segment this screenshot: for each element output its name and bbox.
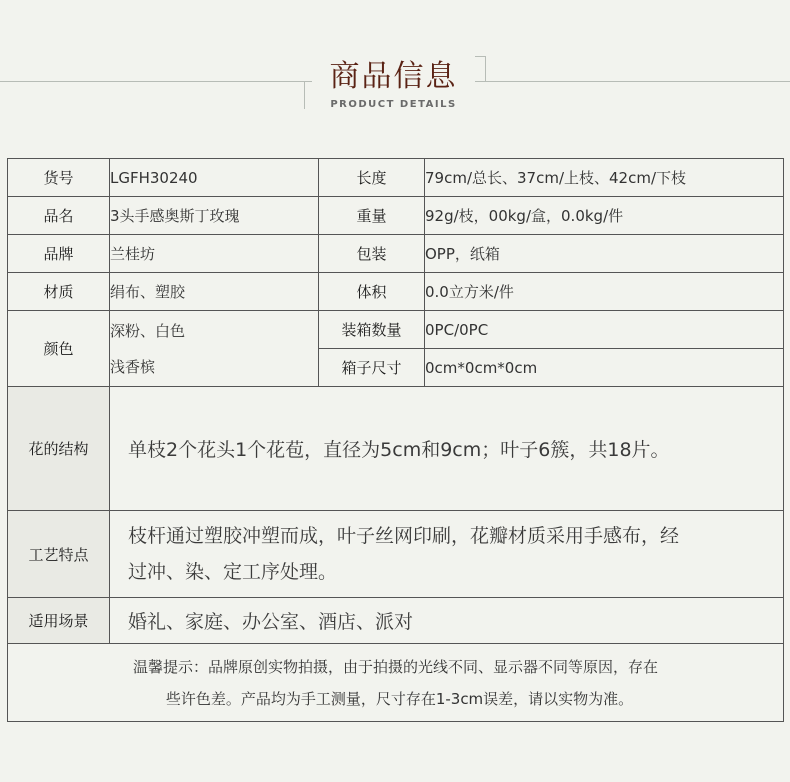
box-size-value: 0cm*0cm*0cm (425, 349, 784, 387)
product-spec-table (7, 158, 784, 722)
notice-line1: 温馨提示：品牌原创实物拍摄，由于拍摄的光线不同、显示器不同等原因，存在 (132, 657, 658, 676)
product-name-label: 品名 (8, 197, 110, 235)
table-row (8, 644, 784, 722)
notice (8, 644, 784, 722)
length-value: 79cm/总长、37cm/上枝、42cm/下枝 (425, 159, 784, 197)
notice-line2: 些许色差。产品均为手工测量，尺寸存在1-3cm误差，请以实物为准。 (165, 689, 634, 708)
box-size-label: 箱子尺寸 (319, 349, 425, 387)
item-no-label: 货号 (8, 159, 110, 197)
structure-label: 花的结构 (8, 387, 110, 511)
material-label: 材质 (8, 273, 110, 311)
table-row (8, 235, 784, 273)
table-row (8, 311, 784, 349)
header-rule-left (0, 81, 312, 82)
brand-label: 品牌 (8, 235, 110, 273)
length-label: 长度 (319, 159, 425, 197)
scenes-value: 婚礼、家庭、办公室、酒店、派对 (110, 598, 784, 644)
weight-label: 重量 (319, 197, 425, 235)
structure-value: 单枝2个花头1个花苞，直径为5cm和9cm；叶子6簇，共18片。 (110, 387, 784, 511)
craft-value-line2: 过冲、染、定工序处理。 (128, 561, 338, 583)
color-value (110, 311, 319, 387)
table-row (8, 511, 784, 598)
header-rule-right (475, 81, 790, 82)
scenes-label: 适用场景 (8, 598, 110, 644)
table-row (8, 387, 784, 511)
box-qty-value: 0PC/0PC (425, 311, 784, 349)
table-row (8, 159, 784, 197)
color-value-line2: 浅香槟 (110, 357, 156, 376)
weight-value: 92g/枝，00kg/盒，0.0kg/件 (425, 197, 784, 235)
brand-value: 兰桂坊 (110, 235, 319, 273)
table-row (8, 598, 784, 644)
table-row (8, 197, 784, 235)
packaging-value: OPP，纸箱 (425, 235, 784, 273)
section-title: 商品信息 (329, 59, 458, 94)
craft-value-line1: 枝杆通过塑胶冲塑而成，叶子丝网印刷，花瓣材质采用手感布，经 (128, 525, 680, 547)
table-row (8, 273, 784, 311)
volume-label: 体积 (319, 273, 425, 311)
section-subtitle: PRODUCT DETAILS (330, 99, 457, 110)
volume-value: 0.0立方米/件 (425, 273, 784, 311)
color-label: 颜色 (8, 311, 110, 387)
material-value: 绢布、塑胶 (110, 273, 319, 311)
item-no-value: LGFH30240 (110, 159, 319, 197)
packaging-label: 包装 (319, 235, 425, 273)
box-qty-label: 装箱数量 (319, 311, 425, 349)
craft-label: 工艺特点 (8, 511, 110, 598)
header-bracket-right (475, 56, 486, 82)
product-name-value: 3头手感奥斯丁玫瑰 (110, 197, 319, 235)
color-value-line1: 深粉、白色 (110, 321, 186, 340)
craft-value (110, 511, 784, 598)
